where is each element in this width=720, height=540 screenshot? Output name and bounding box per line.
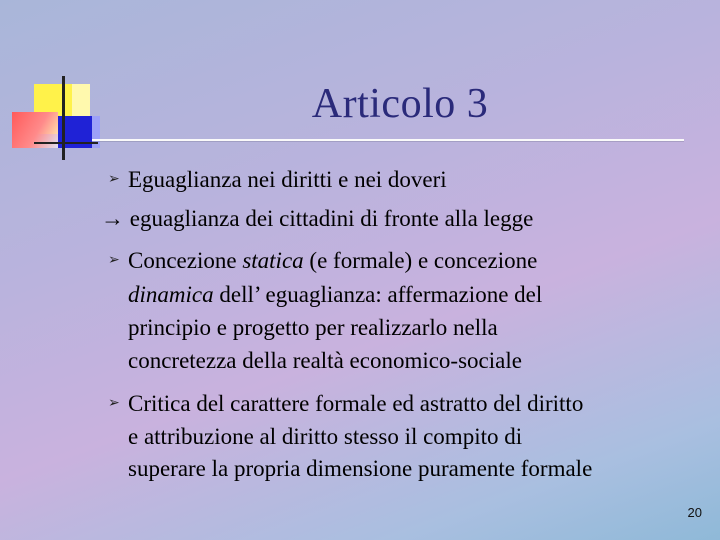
continuation-line: → eguaglianza dei cittadini di fronte alla legge (101, 206, 534, 231)
bullet-2-line-4: concretezza della realtà economico-sociale (128, 348, 522, 373)
title-divider (92, 139, 684, 141)
bullet-1-text: Eguaglianza nei diritti e nei doveri (128, 167, 447, 192)
bullet-3-line-1: Critica del carattere formale ed astratto del diritto (128, 391, 584, 416)
decorative-logo (8, 76, 104, 162)
bullet-arrow-icon: ➢ (108, 172, 120, 187)
bullet-2-line-3: principio e progetto per realizzarlo nella (128, 315, 498, 340)
logo-horizontal-line (34, 142, 98, 144)
bullet-arrow-icon: ➢ (108, 396, 120, 411)
bullet-3-line-2: e attribuzione al diritto stesso il compito di (128, 424, 523, 449)
bullet-3-line-3: superare la propria dimensione puramente formale (128, 456, 593, 481)
bullet-2-line-1: Concezione statica (e formale) e concezione (128, 248, 538, 273)
slide-title: Articolo 3 (311, 81, 489, 127)
bullet-2-line-2: dinamica dell’ eguaglianza: affermazione del (128, 282, 543, 307)
logo-vertical-line (62, 76, 65, 160)
bullet-arrow-icon: ➢ (108, 253, 120, 268)
page-number: 20 (687, 505, 702, 520)
